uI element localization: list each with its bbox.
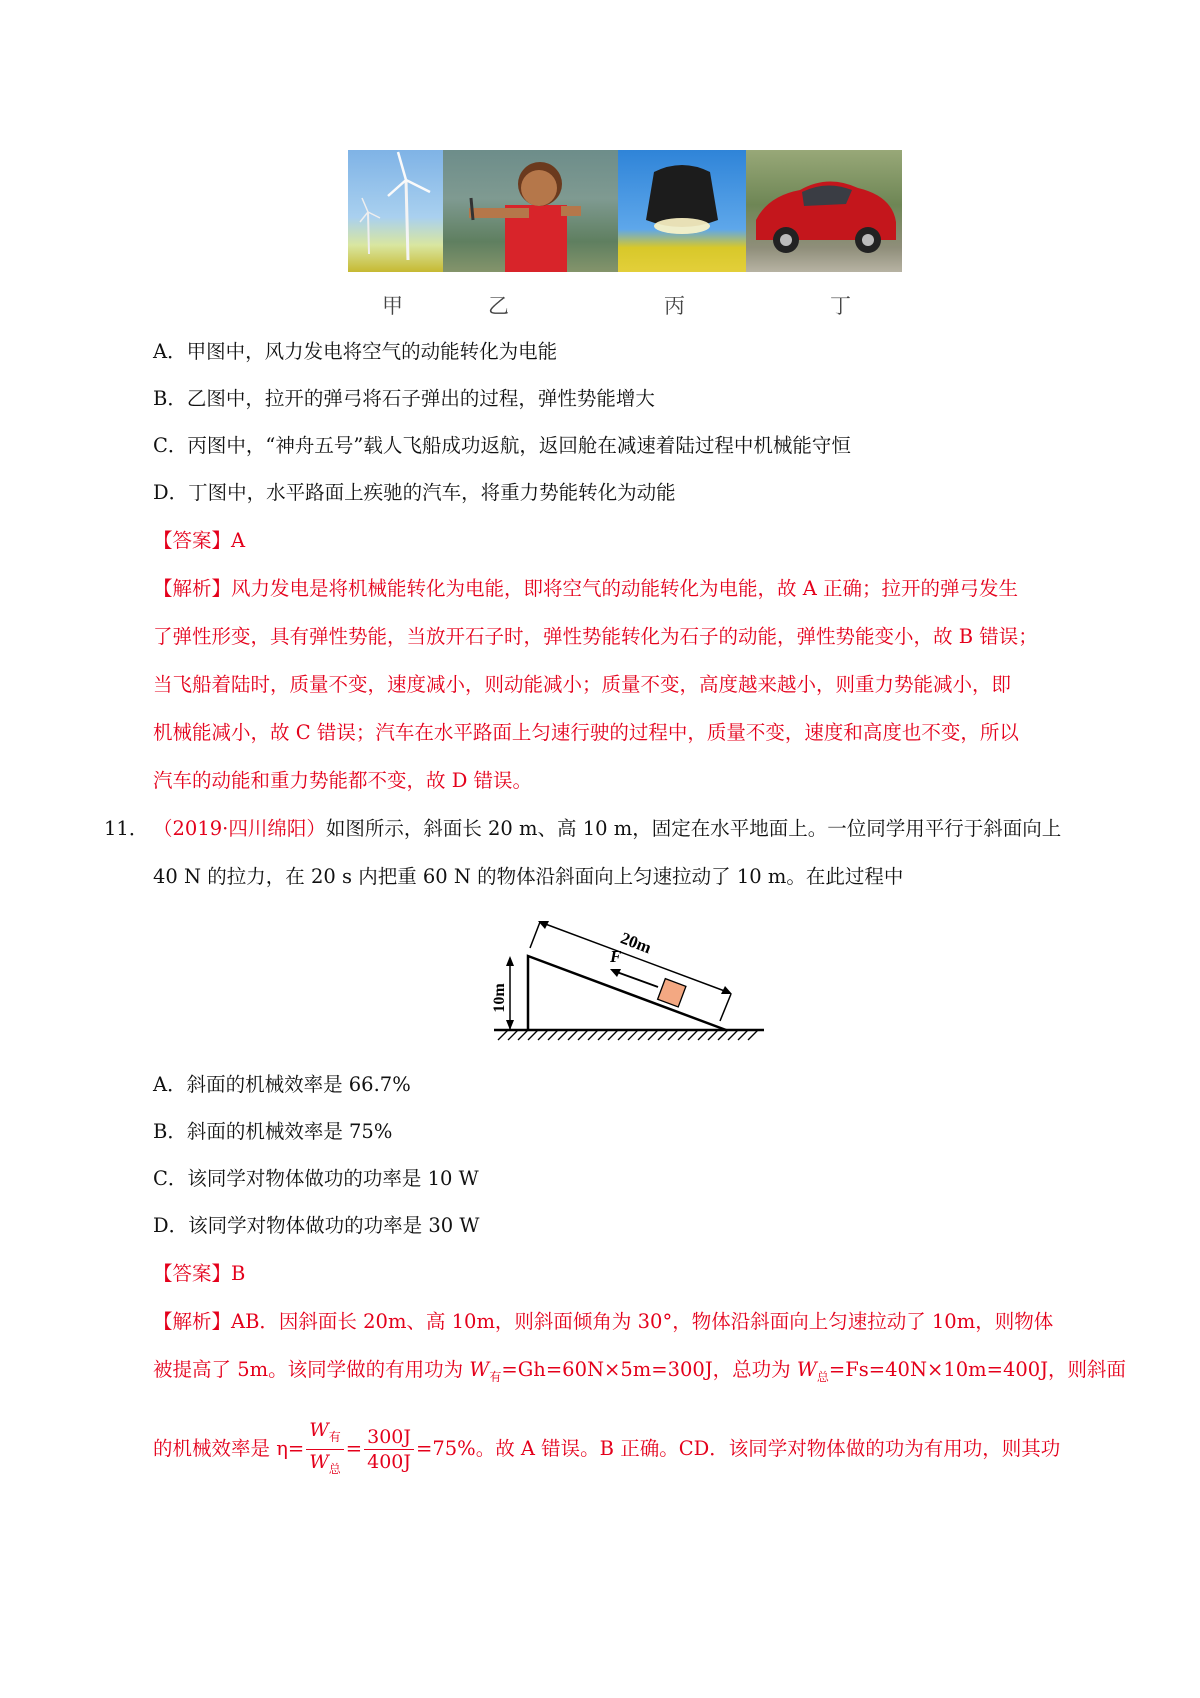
photo-label-yi: 乙 (488, 294, 509, 318)
red-car-icon (746, 150, 902, 272)
return-capsule-icon (618, 150, 746, 272)
length-label: 20m (618, 928, 654, 958)
q10-analysis-text-1: 风力发电是将机械能转化为电能，即将空气的动能转化为电能，故 A 正确；拉开的弹弓发生 (231, 577, 1018, 600)
capsule-photo (618, 150, 746, 272)
q11-analysis-line-3: 的机械效率是 η= $\frac{W_有}{W_总}$ = $\frac{300J}{400J}$ =75%。故 A 错误。B 正确。CD．该同学对物体做的功为有用功，则其功 (153, 1418, 1060, 1481)
efficiency-fraction-1 (306, 1418, 344, 1481)
energy-photos (348, 150, 902, 272)
q11-answer: 【答案】B (153, 1262, 246, 1285)
q10-option-d: D．丁图中，水平路面上疾驰的汽车，将重力势能转化为动能 (153, 481, 676, 504)
q11-number: 11． (104, 817, 149, 840)
frac1-num-sub: 有 (328, 1429, 341, 1444)
q11-analysis-text-2a: 被提高了 5m。该同学做的有用功为 (153, 1358, 470, 1381)
q10-analysis-line-1 (153, 574, 1018, 604)
q11-option-d: D．该同学对物体做功的功率是 30 W (153, 1214, 480, 1237)
photo-label-jia: 甲 (382, 294, 403, 318)
block (658, 979, 686, 1007)
q11-option-a: A．斜面的机械效率是 66.7% (153, 1073, 411, 1096)
q10-answer: 【答案】A (153, 529, 246, 552)
q11-stem-line-1 (153, 814, 1061, 844)
car-photo (746, 150, 902, 272)
q11-analysis-line-2 (153, 1355, 1126, 1392)
force-label: F (610, 947, 622, 966)
frac2-den: 400J (367, 1450, 412, 1473)
w-total-sub: 总 (816, 1369, 829, 1384)
boy-slingshot-icon (443, 150, 618, 272)
q10-option-c: C．丙图中，“神舟五号”载人飞船成功返航，返回舱在减速着陆过程中机械能守恒 (153, 434, 851, 457)
w-total-symbol: W (796, 1358, 817, 1381)
incline-diagram (488, 918, 770, 1054)
q11-source: （2019·四川绵阳） (153, 817, 326, 840)
q10-analysis-line-5: 汽车的动能和重力势能都不变，故 D 错误。 (153, 769, 533, 792)
frac1-den (306, 1450, 344, 1481)
q11-option-b: B．斜面的机械效率是 75% (153, 1120, 393, 1143)
frac1-num-w: W (309, 1419, 329, 1441)
q11-eq1: =Gh=60N×5m=300J，总功为 (501, 1358, 797, 1381)
photo-labels (348, 290, 902, 320)
q11-analysis-text-1: AB．因斜面长 20m、高 10m，则斜面倾角为 30°，物体沿斜面向上匀速拉动了 10m，则物体 (231, 1310, 1054, 1333)
efficiency-fraction-2 (364, 1425, 414, 1474)
q10-option-a: A．甲图中，风力发电将空气的动能转化为电能 (153, 340, 558, 363)
wind-turbine-photo (348, 150, 443, 272)
wind-turbine-icon (348, 150, 443, 272)
q10-analysis-line-4: 机械能减小，故 C 错误；汽车在水平路面上匀速行驶的过程中，质量不变，速度和高度也不变，所以 (153, 721, 1019, 744)
q11-option-c: C．该同学对物体做功的功率是 10 W (153, 1167, 479, 1190)
q11-stem-text-1: 如图所示，斜面长 20 m、高 10 m，固定在水平地面上。一位同学用平行于斜面向上 (325, 817, 1062, 840)
q10-analysis-line-2: 了弹性形变，具有弹性势能，当放开石子时，弹性势能转化为石子的动能，弹性势能变小，故 B 错误； (153, 625, 1038, 648)
photo-label-ding: 丁 (830, 294, 851, 318)
height-label: 10m (491, 983, 508, 1013)
q10-option-b: B．乙图中，拉开的弹弓将石子弹出的过程，弹性势能增大 (153, 387, 655, 410)
q11-analysis-tag: 【解析】 (153, 1310, 232, 1333)
q11-stem-line-2: 40 N 的拉力，在 20 s 内把重 60 N 的物体沿斜面向上匀速拉动了 10 m。在此过程中 (153, 865, 904, 888)
frac2-num: 300J (364, 1425, 414, 1450)
w-useful-symbol: W (469, 1358, 490, 1381)
q11-analysis-text-3a: 的机械效率是 η= (153, 1436, 305, 1460)
w-useful-sub: 有 (489, 1369, 502, 1384)
q10-analysis-line-3: 当飞船着陆时，质量不变，速度减小，则动能减小；质量不变，高度越来越小，则重力势能减小，即 (153, 673, 1012, 696)
frac1-num (306, 1418, 344, 1450)
q10-analysis-tag: 【解析】 (153, 577, 232, 600)
q11-analysis-text-3b: =75%。故 A 错误。B 正确。CD．该同学对物体做的功为有用功，则其功 (416, 1436, 1061, 1460)
frac1-den-sub: 总 (328, 1461, 341, 1476)
frac1-den-w: W (309, 1450, 329, 1473)
slingshot-photo (443, 150, 618, 272)
q11-analysis-line-1 (153, 1307, 1053, 1337)
photo-label-bing: 丙 (664, 294, 685, 318)
q11-eq2: =Fs=40N×10m=400J，则斜面 (828, 1358, 1127, 1381)
